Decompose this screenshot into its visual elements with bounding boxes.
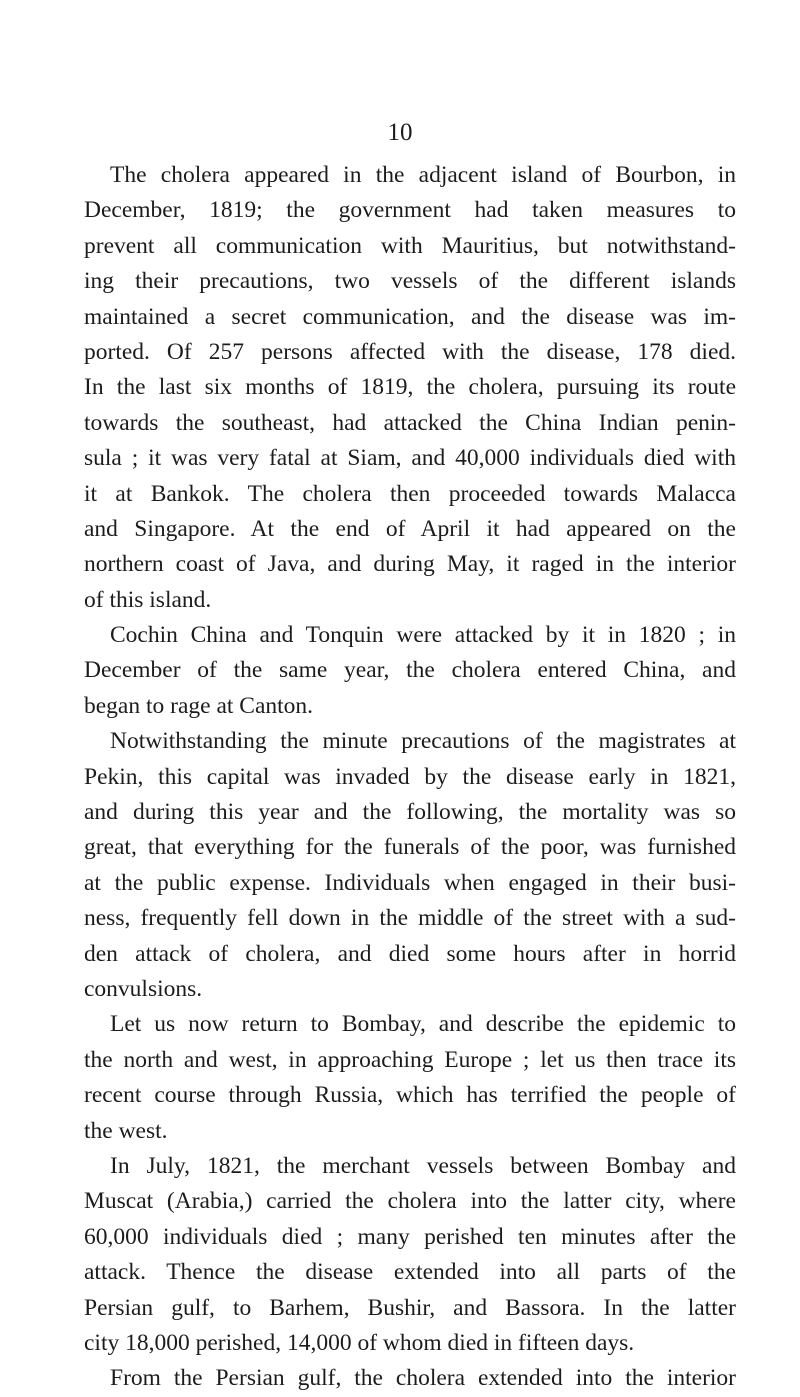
text-line: recent course through Russia, which has terrified the people of — [84, 1082, 736, 1109]
text-line: Notwithstanding the minute precautions of the magistrates at — [110, 728, 736, 755]
text-line: Let us now return to Bombay, and describe the epidemic to — [110, 1011, 736, 1038]
text-line: December of the same year, the cholera entered China, and — [84, 657, 736, 684]
body-text — [84, 158, 736, 1397]
text-line: sula ; it was very fatal at Siam, and 40,000 individuals died with — [84, 445, 736, 472]
text-line: towards the southeast, had attacked the China Indian penin- — [84, 409, 736, 436]
text-line: the north and west, in approaching Europe ; let us then trace its — [84, 1046, 736, 1073]
text-line: ported. Of 257 persons affected with the disease, 178 died. — [84, 338, 736, 365]
text-line: great, that everything for the funerals of the poor, was furnished — [84, 834, 736, 861]
text-line: prevent all communication with Mauritius, but notwithstand- — [84, 232, 736, 259]
text-line: Pekin, this capital was invaded by the disease early in 1821, — [84, 763, 736, 790]
text-line: of this island. — [84, 586, 212, 613]
text-line: In the last six months of 1819, the cholera, pursuing its route — [84, 374, 736, 401]
text-line: it at Bankok. The cholera then proceeded towards Malacca — [84, 480, 736, 507]
text-line: In July, 1821, the merchant vessels between Bombay and — [110, 1152, 736, 1179]
text-line: and Singapore. At the end of April it had appeared on the — [84, 515, 736, 542]
text-line: maintained a secret communication, and the disease was im- — [84, 303, 736, 330]
text-line: From the Persian gulf, the cholera extended into the interior — [110, 1365, 736, 1392]
text-line: December, 1819; the government had taken measures to — [84, 197, 736, 224]
text-line: The cholera appeared in the adjacent island of Bourbon, in — [110, 162, 736, 188]
text-line: den attack of cholera, and died some hours after in horrid — [84, 940, 736, 967]
page-number: 10 — [387, 119, 413, 146]
text-line: Persian gulf, to Barhem, Bushir, and Bassora. In the latter — [84, 1294, 736, 1321]
text-line: ness, frequently fell down in the middle of the street with a sud- — [84, 905, 736, 932]
text-line: 60,000 individuals died ; many perished ten minutes after the — [84, 1223, 736, 1250]
text-line: Cochin China and Tonquin were attacked by it in 1820 ; in — [110, 622, 736, 649]
text-line: Muscat (Arabia,) carried the cholera into the latter city, where — [84, 1188, 736, 1215]
text-line: began to rage at Canton. — [84, 692, 314, 719]
text-line: the west. — [84, 1117, 168, 1144]
text-line: city 18,000 perished, 14,000 of whom died in fifteen days. — [84, 1329, 635, 1356]
text-line: and during this year and the following, the mortality was so — [84, 799, 736, 826]
text-line: ing their precautions, two vessels of the different islands — [84, 268, 736, 295]
text-line: at the public expense. Individuals when engaged in their busi- — [84, 869, 736, 896]
text-line: attack. Thence the disease extended into all parts of the — [84, 1259, 736, 1286]
text-line: northern coast of Java, and during May, it raged in the interior — [84, 551, 736, 578]
text-line: convulsions. — [84, 975, 203, 1002]
